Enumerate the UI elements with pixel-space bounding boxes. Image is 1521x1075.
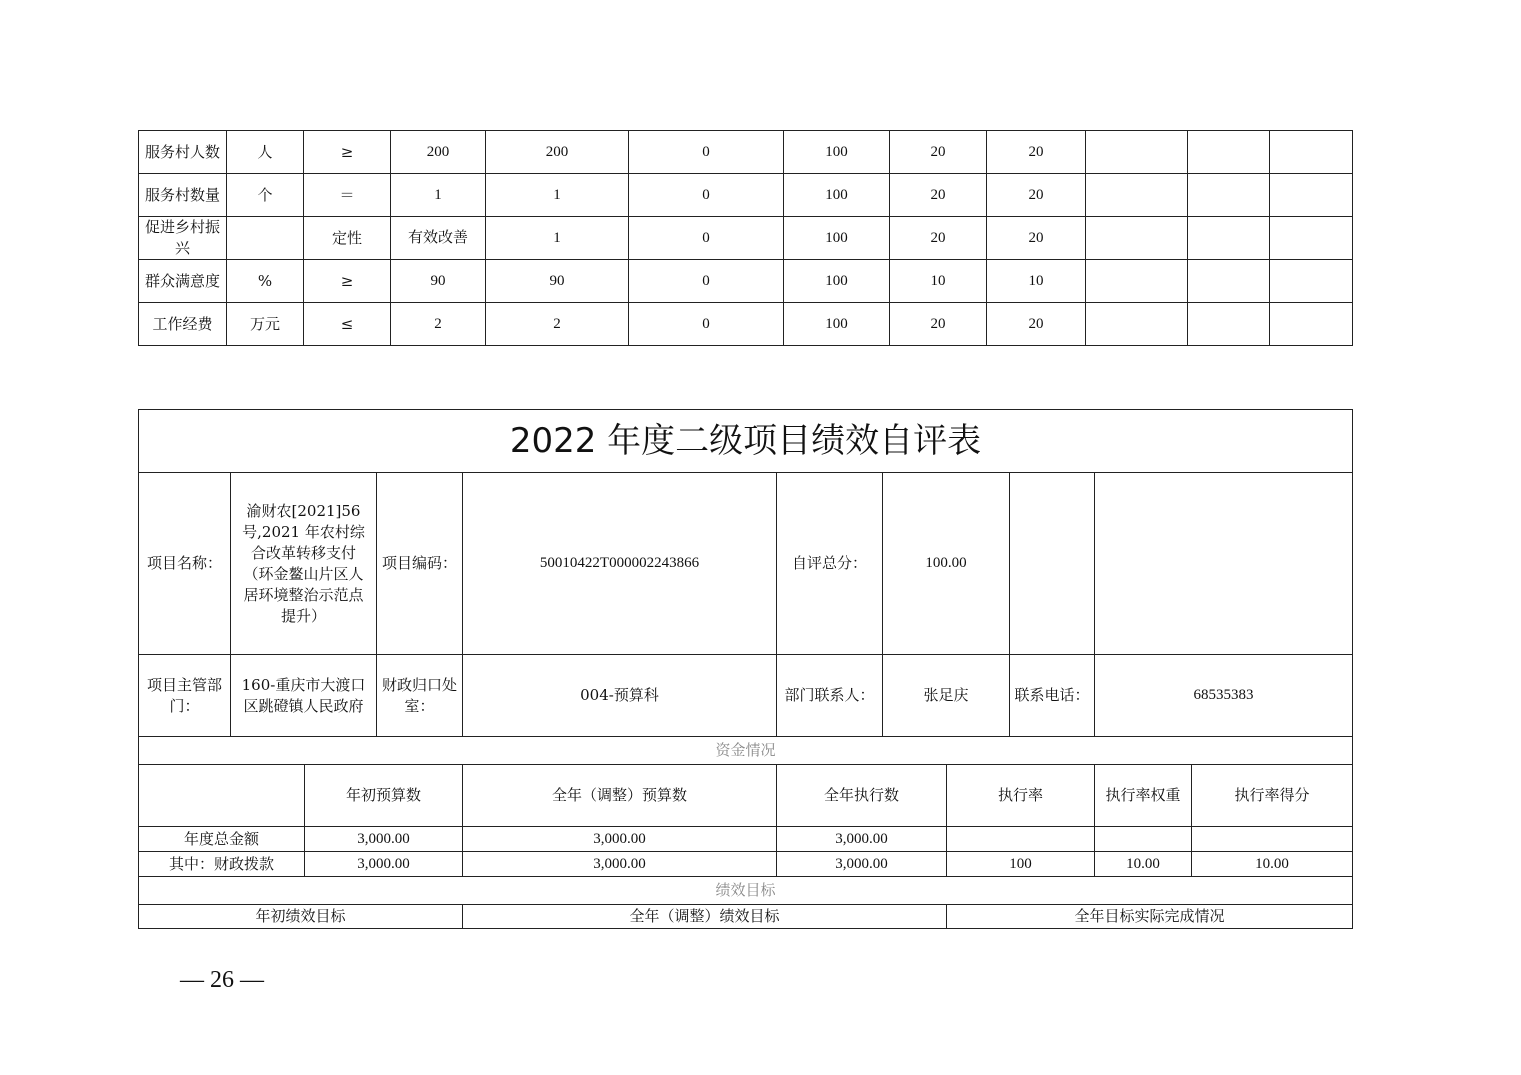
- empty-cell: [1010, 473, 1095, 655]
- funding-score: [1192, 827, 1353, 852]
- indicator-actual: 200: [486, 131, 629, 174]
- indicator-unit: [227, 217, 304, 260]
- goal-header-adjusted: 全年（调整）绩效目标: [463, 905, 947, 929]
- empty-cell: [1188, 131, 1270, 174]
- indicator-row: [139, 217, 1353, 260]
- indicator-rate: 100: [784, 131, 890, 174]
- project-name-label: 项目名称：: [139, 473, 231, 655]
- phone-label: 联系电话：: [1010, 655, 1095, 737]
- funding-adjusted: 3,000.00: [463, 827, 777, 852]
- goal-header-actual: 全年目标实际完成情况: [947, 905, 1353, 929]
- contact-label: 部门联系人：: [777, 655, 883, 737]
- indicator-target: 90: [391, 260, 486, 303]
- indicator-target: 1: [391, 174, 486, 217]
- indicator-unit: 个: [227, 174, 304, 217]
- finance-office-label: 财政归口处室：: [377, 655, 463, 737]
- indicator-deviation: 0: [629, 260, 784, 303]
- empty-cell: [1188, 174, 1270, 217]
- funding-executed: 3,000.00: [777, 852, 947, 877]
- indicator-score: 10: [987, 260, 1086, 303]
- indicator-deviation: 0: [629, 131, 784, 174]
- indicator-score: 20: [987, 217, 1086, 260]
- indicator-actual: 90: [486, 260, 629, 303]
- indicator-operator: ≤: [304, 303, 391, 346]
- indicator-operator: ＝: [304, 174, 391, 217]
- funding-rate: [947, 827, 1095, 852]
- indicator-table: [138, 130, 1353, 346]
- empty-cell: [1270, 260, 1353, 303]
- empty-cell: [1086, 303, 1188, 346]
- indicator-actual: 1: [486, 174, 629, 217]
- indicator-operator: 定性: [304, 217, 391, 260]
- funding-rate: 100: [947, 852, 1095, 877]
- indicator-weight: 20: [890, 303, 987, 346]
- indicator-weight: 20: [890, 174, 987, 217]
- indicator-actual: 1: [486, 217, 629, 260]
- funding-score: 10.00: [1192, 852, 1353, 877]
- contact-value: 张足庆: [883, 655, 1010, 737]
- indicator-deviation: 0: [629, 174, 784, 217]
- empty-cell: [1270, 217, 1353, 260]
- empty-cell: [1086, 260, 1188, 303]
- funding-section-header: 资金情况: [139, 737, 1353, 765]
- goals-section-header: 绩效目标: [139, 877, 1353, 905]
- empty-cell: [1188, 260, 1270, 303]
- indicator-score: 20: [987, 131, 1086, 174]
- form-title: 2022 年度二级项目绩效自评表: [139, 410, 1353, 473]
- score-label: 自评总分：: [777, 473, 883, 655]
- phone-value: 68535383: [1095, 655, 1353, 737]
- funding-header-score: 执行率得分: [1192, 765, 1353, 827]
- empty-cell: [1188, 303, 1270, 346]
- indicator-unit: %: [227, 260, 304, 303]
- self-evaluation-form: [138, 409, 1353, 929]
- funding-header-rate: 执行率: [947, 765, 1095, 827]
- score-value: 100.00: [883, 473, 1010, 655]
- finance-office-value: 004-预算科: [463, 655, 777, 737]
- indicator-operator: ≥: [304, 131, 391, 174]
- indicator-weight: 20: [890, 217, 987, 260]
- funding-initial: 3,000.00: [305, 852, 463, 877]
- funding-adjusted: 3,000.00: [463, 852, 777, 877]
- empty-cell: [1086, 174, 1188, 217]
- indicator-deviation: 0: [629, 217, 784, 260]
- empty-cell: [1270, 303, 1353, 346]
- indicator-row: [139, 131, 1353, 174]
- indicator-rate: 100: [784, 260, 890, 303]
- indicator-table-body: [139, 131, 1353, 346]
- empty-cell: [139, 765, 305, 827]
- indicator-row: [139, 303, 1353, 346]
- funding-weight: 10.00: [1095, 852, 1192, 877]
- empty-cell: [1095, 473, 1353, 655]
- indicator-name: 群众满意度: [139, 260, 227, 303]
- funding-header-adjusted: 全年（调整）预算数: [463, 765, 777, 827]
- empty-cell: [1086, 131, 1188, 174]
- indicator-operator: ≥: [304, 260, 391, 303]
- funding-header-weight: 执行率权重: [1095, 765, 1192, 827]
- indicator-name: 服务村人数: [139, 131, 227, 174]
- project-code-value: 50010422T000002243866: [463, 473, 777, 655]
- project-code-label: 项目编码：: [377, 473, 463, 655]
- funding-executed: 3,000.00: [777, 827, 947, 852]
- indicator-target: 200: [391, 131, 486, 174]
- empty-cell: [1086, 217, 1188, 260]
- indicator-rate: 100: [784, 174, 890, 217]
- empty-cell: [1270, 174, 1353, 217]
- empty-cell: [1270, 131, 1353, 174]
- indicator-row: [139, 174, 1353, 217]
- indicator-row: [139, 260, 1353, 303]
- indicator-name: 工作经费: [139, 303, 227, 346]
- indicator-score: 20: [987, 303, 1086, 346]
- indicator-weight: 10: [890, 260, 987, 303]
- page-number: — 26 —: [180, 967, 264, 993]
- indicator-rate: 100: [784, 303, 890, 346]
- funding-header-executed: 全年执行数: [777, 765, 947, 827]
- indicator-rate: 100: [784, 217, 890, 260]
- indicator-unit: 人: [227, 131, 304, 174]
- funding-row-label: 其中：财政拨款: [139, 852, 305, 877]
- indicator-name: 服务村数量: [139, 174, 227, 217]
- indicator-unit: 万元: [227, 303, 304, 346]
- indicator-name: 促进乡村振兴: [139, 217, 227, 260]
- funding-header-initial: 年初预算数: [305, 765, 463, 827]
- funding-weight: [1095, 827, 1192, 852]
- funding-row-label: 年度总金额: [139, 827, 305, 852]
- empty-cell: [1188, 217, 1270, 260]
- indicator-score: 20: [987, 174, 1086, 217]
- indicator-deviation: 0: [629, 303, 784, 346]
- dept-value: 160-重庆市大渡口区跳磴镇人民政府: [231, 655, 377, 737]
- indicator-weight: 20: [890, 131, 987, 174]
- goal-header-initial: 年初绩效目标: [139, 905, 463, 929]
- indicator-actual: 2: [486, 303, 629, 346]
- project-name-value: 渝财农[2021]56号,2021 年农村综合改革转移支付（环金鳌山片区人居环境整治示范点提升）: [231, 473, 377, 655]
- funding-initial: 3,000.00: [305, 827, 463, 852]
- indicator-target: 2: [391, 303, 486, 346]
- indicator-target: 有效改善: [391, 217, 486, 260]
- dept-label: 项目主管部门：: [139, 655, 231, 737]
